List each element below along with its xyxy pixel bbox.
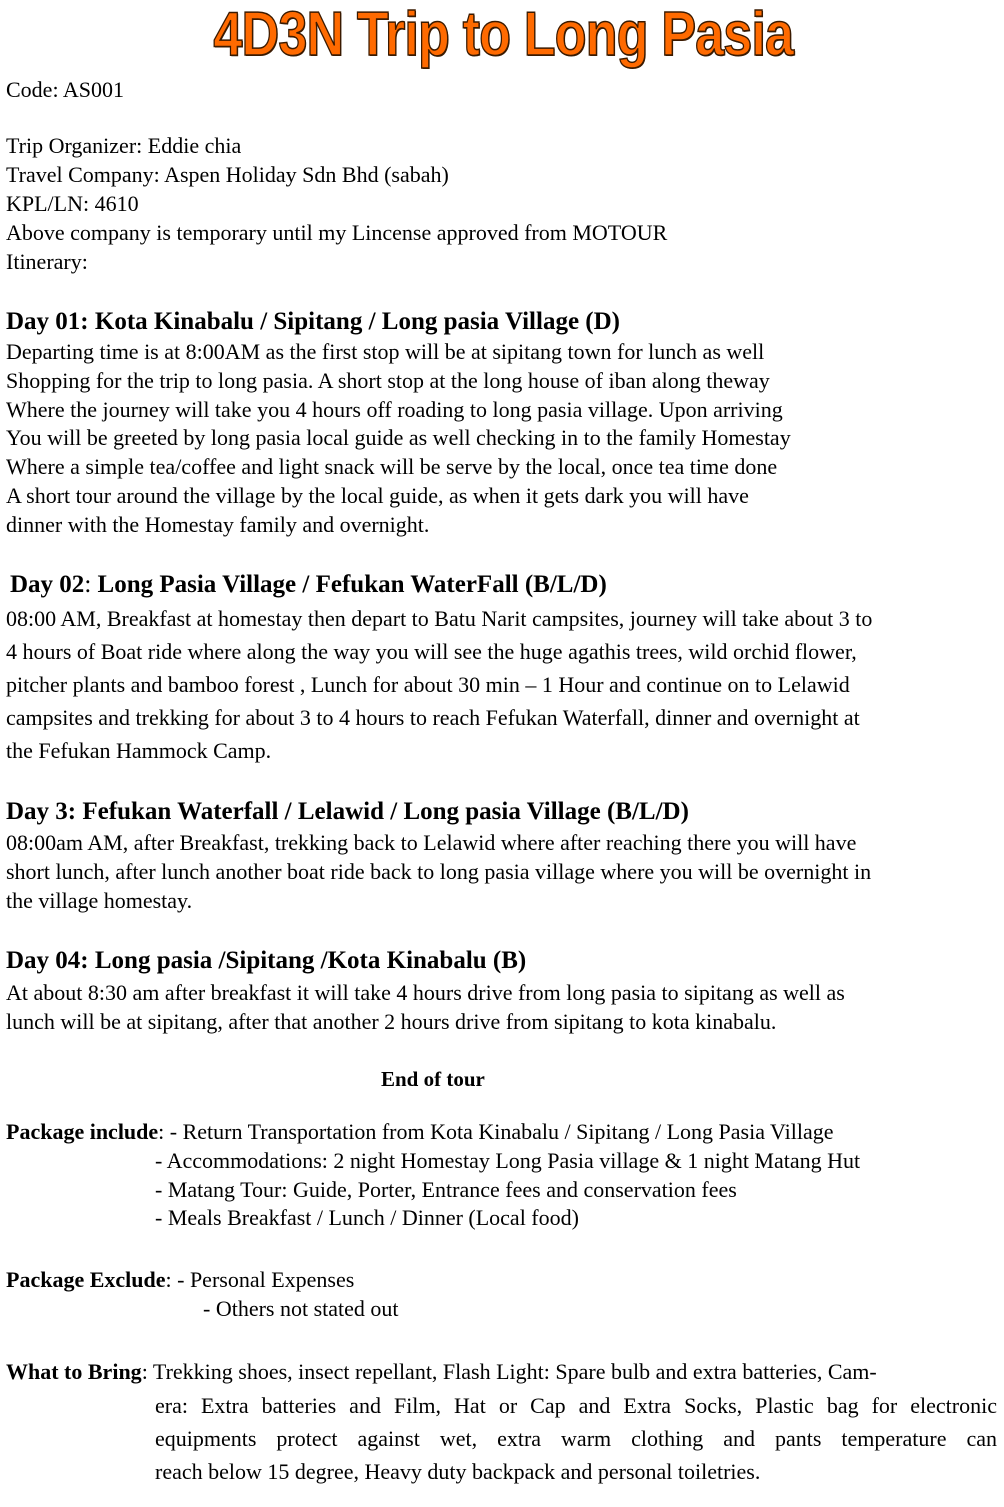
trip-organizer: Trip Organizer: Eddie chia <box>6 133 242 158</box>
day1-line: dinner with the Homestay family and overnight. <box>6 511 430 537</box>
day1-line: You will be greeted by long pasia local guide as well checking in to the family Homestay <box>6 425 791 451</box>
day4-heading: Day 04: Long pasia /Sipitang /Kota Kinabalu (B) <box>6 947 527 974</box>
day1-line: Where a simple tea/coffee and light snack will be serve by the local, once tea time done <box>6 454 778 480</box>
trip-code: Code: AS001 <box>6 77 124 102</box>
package-exclude-item: - Personal Expenses <box>177 1267 355 1292</box>
package-include-item: - Return Transportation from Kota Kinabalu / Sipitang / Long Pasia Village <box>169 1119 834 1144</box>
day2-heading <box>10 570 607 600</box>
package-exclude-label: Package Exclude <box>6 1267 166 1292</box>
package-exclude-sep: : <box>165 1267 178 1292</box>
what-to-bring-line: era: Extra batteries and Film, Hat or Cap and Extra Socks, Plastic bag for electronic <box>155 1393 997 1418</box>
day3-line: 08:00am AM, after Breakfast, trekking back to Lelawid where after reaching there you will have <box>6 830 857 855</box>
day4-line: lunch will be at sipitang, after that another 2 hours drive from sipitang to kota kinabalu. <box>6 1009 777 1034</box>
day1-line: Shopping for the trip to long pasia. A short stop at the long house of iban along theway <box>6 367 770 393</box>
day2-text <box>6 602 872 767</box>
package-include-label: Package include <box>6 1119 159 1144</box>
package-exclude-first <box>6 1265 354 1294</box>
what-to-bring-sep: : <box>141 1359 153 1384</box>
day1-line: Departing time is at 8:00AM as the first stop will be at sipitang town for lunch as well <box>6 339 765 364</box>
what-to-bring-label: What to Bring <box>6 1359 142 1384</box>
day2-line: campsites and trekking for about 3 to 4 hours to reach Fefukan Waterfall, dinner and overnight at <box>6 705 860 730</box>
package-exclude-item: - Others not stated out <box>203 1296 399 1321</box>
package-include-first <box>6 1117 834 1146</box>
what-to-bring-text: Trekking shoes, insect repellant, Flash Light: Spare bulb and extra batteries, Cam- <box>152 1359 877 1384</box>
what-to-bring-list <box>155 1389 997 1488</box>
day2-line: 4 hours of Boat ride where along the way you will see the huge agathis trees, wild orchid flower, <box>6 639 857 664</box>
day3-line: the village homestay. <box>6 888 193 913</box>
package-include-sep: : <box>158 1119 170 1144</box>
what-to-bring-line: equipments protect against wet, extra warm clothing and pants temperature can <box>155 1426 997 1451</box>
page-title: 4D3N Trip to Long Pasia <box>213 0 794 69</box>
day2-line: the Fefukan Hammock Camp. <box>6 738 272 763</box>
end-of-tour: End of tour <box>381 1067 485 1091</box>
day3-text <box>6 828 871 915</box>
day3-heading: Day 3: Fefukan Waterfall / Lelawid / Long pasia Village (B/L/D) <box>6 798 689 825</box>
package-include-item: - Accommodations: 2 night Homestay Long Pasia village & 1 night Matang Hut <box>155 1148 861 1173</box>
what-to-bring-first <box>6 1357 998 1386</box>
itinerary-label: Itinerary: <box>6 249 88 274</box>
what-to-bring-line: reach below 15 degree, Heavy duty backpack and personal toiletries. <box>155 1459 761 1484</box>
day2-line: 08:00 AM, Breakfast at homestay then depart to Batu Narit campsites, journey will take about 3 to <box>6 606 873 631</box>
travel-company: Travel Company: Aspen Holiday Sdn Bhd (sabah) <box>6 162 449 187</box>
day1-text <box>6 338 791 540</box>
day3-line: short lunch, after lunch another boat ride back to long pasia village where you will be overnight in <box>6 859 872 884</box>
day2-heading-sep: : <box>84 571 98 598</box>
day4-text <box>6 978 845 1036</box>
day1-heading: Day 01: Kota Kinabalu / Sipitang / Long pasia Village (D) <box>6 308 620 335</box>
day1-line: Where the journey will take you 4 hours off roading to long pasia village. Upon arriving <box>6 396 783 422</box>
company-note: Above company is temporary until my Lincense approved from MOTOUR <box>6 220 668 245</box>
license-number: KPL/LN: 4610 <box>6 191 139 216</box>
day4-line: At about 8:30 am after breakfast it will take 4 hours drive from long pasia to sipitang as well as <box>6 980 845 1005</box>
day1-line: A short tour around the village by the local guide, as when it gets dark you will have <box>6 482 749 508</box>
package-include-item: - Matang Tour: Guide, Porter, Entrance fees and conservation fees <box>155 1177 737 1202</box>
day2-heading-rest: Long Pasia Village / Fefukan WaterFall (B/L/D) <box>97 571 607 598</box>
day2-line: pitcher plants and bamboo forest , Lunch for about 30 min – 1 Hour and continue on to Lelawid <box>6 672 850 697</box>
day2-heading-label: Day 02 <box>10 571 85 598</box>
package-include-item: - Meals Breakfast / Lunch / Dinner (Local food) <box>155 1205 579 1230</box>
